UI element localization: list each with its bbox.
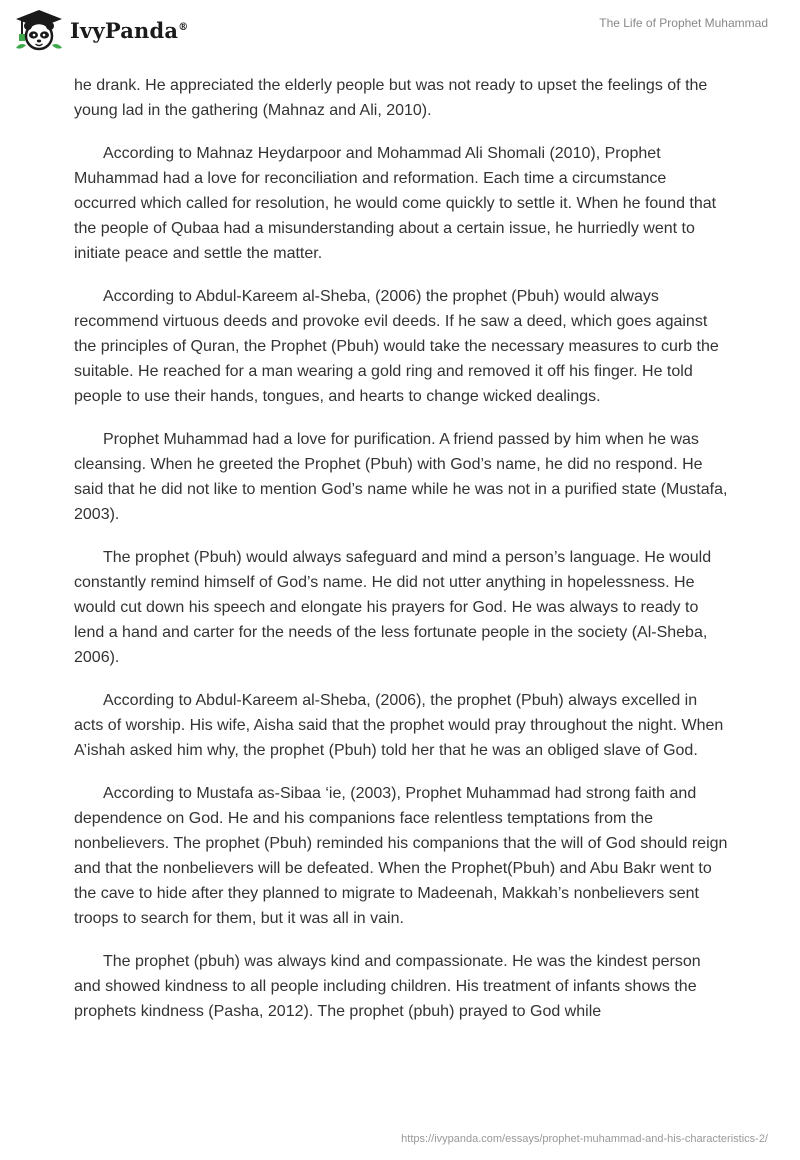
paragraph-2: According to Mahnaz Heydarpoor and Mohammad Ali Shomali (2010), Prophet Muhammad had a love for reconciliation and reformation. Each time a circumstance occurred which called for resolution, he would come quickly to settle it. When he found that the people of Qubaa had a misunderstanding about a certain issue, he hurriedly went to initiate peace and settle the matter. bbox=[74, 145, 717, 262]
source-url-link[interactable]: https://ivypanda.com/essays/prophet-muhammad-and-his-characteristics-2/ bbox=[401, 1133, 768, 1145]
registered-mark: ® bbox=[178, 21, 189, 33]
paragraph-1: he drank. He appreciated the elderly people but was not ready to upset the feelings of the young lad in the gathering (Mahnaz and Ali, 2010). bbox=[74, 77, 708, 119]
document-title: The Life of Prophet Muhammad bbox=[599, 16, 768, 30]
paragraph-7: According to Mustafa as-Sibaa ‘ie, (2003), Prophet Muhammad had strong faith and dependence on God. He and his companions face relentless temptations from the nonbelievers. The prophet (Pbuh) reminded his companions that the will of God should reign and that the nonbelievers will be defeated. When the Prophet(Pbuh) and Abu Bakr went to the cave to hide after they planned to migrate to Madeenah, Makkah’s nonbelievers sent troops to search for them, but it was all in vain. bbox=[74, 785, 728, 927]
ivypanda-logo[interactable] bbox=[14, 8, 188, 52]
paragraph-8: The prophet (pbuh) was always kind and compassionate. He was the kindest person and showed kindness to all people including children. His treatment of infants shows the prophets kindness (Pasha, 2012). The prophet (pbuh) prayed to God while bbox=[74, 953, 701, 1020]
panda-graduate-icon bbox=[14, 8, 64, 52]
brand-name: IvyPanda® bbox=[70, 17, 189, 43]
paragraph-3: According to Abdul-Kareem al-Sheba, (2006) the prophet (Pbuh) would always recommend virtuous deeds and provoke evil deeds. If he saw a deed, which goes against the principles of Quran, the Prophet (Pbuh) would take the necessary measures to curb the suitable. He reached for a man wearing a gold ring and removed it off his finger. He told people to use their hands, tongues, and hearts to change wicked dealings. bbox=[74, 288, 719, 405]
paragraph-4: Prophet Muhammad had a love for purification. A friend passed by him when he was cleansing. When he greeted the Prophet (Pbuh) with God’s name, he did no respond. He said that he did not like to mention God’s name while he was not in a purified state (Mustafa, 2003). bbox=[74, 431, 728, 523]
paragraph-6: According to Abdul-Kareem al-Sheba, (2006), the prophet (Pbuh) always excelled in acts of worship. His wife, Aisha said that the prophet would pray throughout the night. When A’ishah asked him why, the prophet (Pbuh) told her that he was an obliged slave of God. bbox=[74, 692, 724, 759]
essay-body bbox=[74, 73, 728, 1042]
paragraph-5: The prophet (Pbuh) would always safeguard and mind a person’s language. He would constantly remind himself of God’s name. He did not utter anything in hopelessness. He would cut down his speech and elongate his prayers for God. He was always to ready to lend a hand and carter for the needs of the less fortunate people in the society (Al-Sheba, 2006). bbox=[74, 549, 712, 666]
page-header bbox=[0, 0, 800, 70]
